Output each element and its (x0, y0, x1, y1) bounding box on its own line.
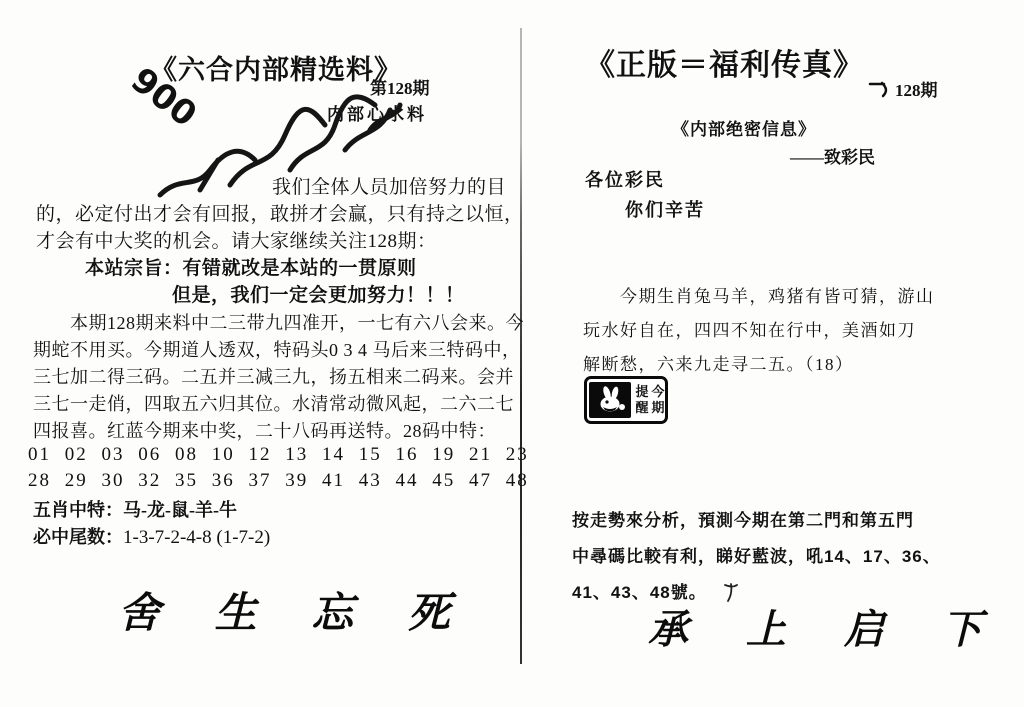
five-zodiac-value: 马-龙-鼠-羊-牛 (123, 500, 237, 520)
analysis-line: 中尋碼比較有利，睇好藍波，吼14、17、36、 (572, 547, 941, 566)
special-numbers-row-2: 28 29 30 32 35 36 37 39 41 43 44 45 47 48 (28, 470, 529, 491)
poem-line: 今期生肖兔马羊，鸡猪有皆可猜，游山 (583, 287, 935, 306)
right-page-title: 《正版＝福利传真》 (585, 49, 864, 82)
stamp-char: 提 (635, 384, 649, 399)
intro-line: 但是，我们一定会更加努力！！！ (172, 285, 465, 306)
intro-line: 才会有中大奖的机会。请大家继续关注128期： (36, 231, 437, 252)
analysis-line: 按走勢來分析，預測今期在第二門和第五門 (572, 511, 914, 530)
tips-line: 四报喜。红蓝今期来中奖，二十八码再送特。28码中特： (33, 421, 496, 441)
stamp-text (634, 384, 666, 416)
left-page-title: 《六合内部精选料》 (150, 55, 402, 85)
reminder-stamp (584, 376, 668, 424)
handwritten-digits: 900 (123, 60, 204, 136)
secret-info-heading: 《内部绝密信息》 (672, 120, 816, 139)
poem-line: 解断愁，六来九走寻二五。（18） (583, 355, 854, 374)
left-issue-number: 第128期 (370, 79, 430, 98)
tips-line: 本期128期来料中二三带九四准开，一七有六八会来。今 (33, 313, 524, 333)
rabbit-icon (589, 382, 631, 418)
intro-line: 我们全体人员加倍努力的目 (272, 177, 507, 198)
handwritten-issue-mark (868, 80, 894, 98)
tail-numbers-value: 1-3-7-2-4-8 (1-7-2) (123, 527, 271, 548)
tail-numbers-label: 必中尾数： (33, 527, 123, 547)
analysis-line: 41、43、48號。 (572, 583, 707, 602)
stamp-char: 期 (651, 400, 665, 415)
salutation-line: 你们辛苦 (625, 200, 705, 220)
tips-line: 三七加二得三码。二五并三减三九，扬五相来二码来。会并 (33, 367, 514, 387)
intro-line: 的，必定付出才会有回报，敢拼才会赢，只有持之以恒， (36, 204, 524, 225)
left-calligraphy-motto: 舍 生 忘 死 (118, 588, 470, 637)
stamp-char: 今 (651, 384, 665, 399)
salutation-line: 各位彩民 (585, 170, 665, 190)
right-issue-number: 128期 (895, 81, 938, 100)
five-zodiac-label: 五肖中特： (33, 500, 123, 520)
special-numbers-row-1: 01 02 03 06 08 10 12 13 14 15 16 19 21 23 (28, 444, 529, 465)
tips-line: 三七一走俏，四取五六归其位。水清常动微风起，二六二七 (33, 394, 514, 414)
tips-line: 期蛇不用买。今期道人透双，特码头0 3 4 马后来三特码中， (33, 340, 521, 360)
poem-line: 玩水好自在，四四不知在行中，美酒如刀 (583, 321, 916, 340)
stamp-char: 醒 (635, 400, 649, 415)
left-page-subtitle: 内部心水料 (327, 105, 427, 124)
site-motto-line: 本站宗旨：有错就改是本站的一贯原则 (85, 258, 417, 279)
right-calligraphy-motto: 承 上 启 下 (648, 606, 1004, 653)
dedication-line: ——致彩民 (790, 148, 875, 167)
